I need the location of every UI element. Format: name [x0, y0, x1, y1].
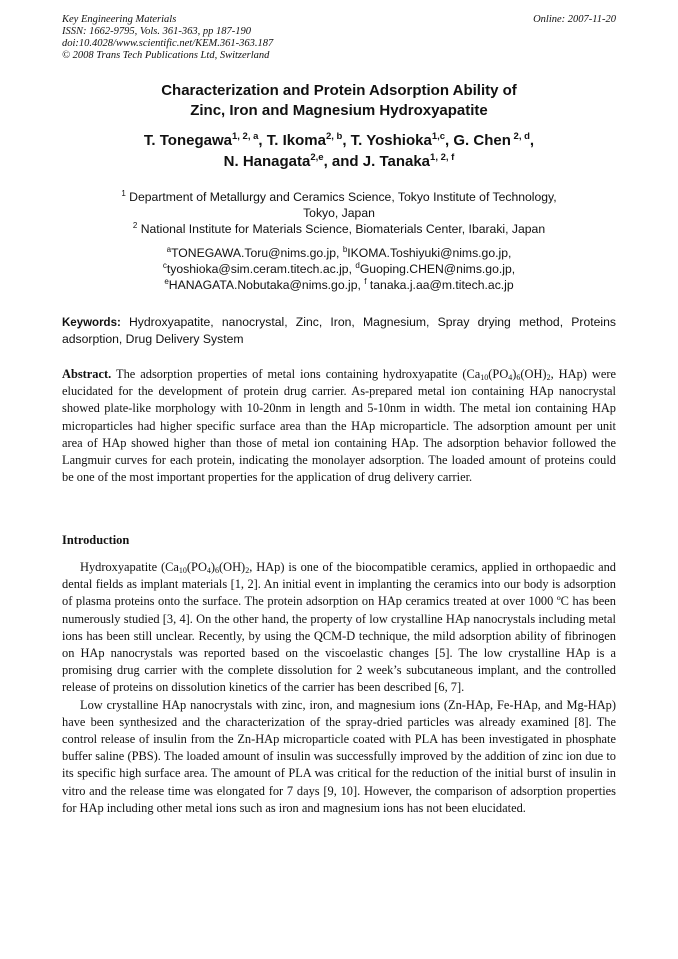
email-line-3 [62, 277, 616, 293]
paragraph-text: , HAp) is one of the biocompatible ceramics, applied in orthopaedic and dental fields as implant materials [1, 2]. An initial event in implanting the ceramics into our body is adsorption of plasma proteins onto the surface. The protein adsorption on HAp ceramics treated at over 1000 ºC has been numerously studied [3, 4]. On the other hand, the property of low crystalline HAp nanocrystals including metal ions has been still unclear. Recently, by using the QCM-D technique, the mild adsorption ability of fibrinogen on HAp nanocrystals was reported based on the viscoelastic changes [5]. The low crystalline HAp is a promising drug carrier with the complete dissolution for 2 week’s subcutaneous implant, and the controlled release of proteins on dissolution kinetics of the carrier has been described [6, 7]. [62, 560, 617, 695]
email-sup: b [342, 245, 348, 254]
author-line-2 [62, 151, 616, 172]
introduction-body [62, 559, 616, 817]
keywords-text: Hydroxyapatite, nanocrystal, Zinc, Iron, Magnesium, Spray drying method, Proteins adsorption, Drug Delivery System [62, 315, 616, 346]
author-separator: , and [323, 153, 363, 170]
affiliation-2 [62, 221, 616, 237]
email-sup: d [355, 261, 360, 270]
title-line-1: Characterization and Protein Adsorption Ability of [161, 82, 517, 99]
author-name: G. Chen [453, 132, 511, 149]
author-name: J. Tanaka [362, 153, 431, 170]
abstract-label: Abstract. [62, 367, 112, 381]
email-link[interactable]: tyoshioka@sim.ceram.titech.ac.jp, [166, 262, 356, 276]
formula-subscript: 4 [206, 566, 211, 575]
email-link[interactable]: tanaka.j.aa@m.titech.ac.jp [366, 278, 514, 292]
author-line-1 [62, 130, 616, 151]
paragraph-text: (OH) [219, 560, 246, 574]
keywords [62, 314, 616, 347]
email-line-1 [62, 245, 616, 261]
formula-subscript: 10 [178, 566, 187, 575]
email-link[interactable]: HANAGATA.Nobutaka@nims.go.jp, [168, 278, 365, 292]
email-sup: c [162, 261, 167, 270]
author-affil-sup: 1,c [431, 131, 446, 142]
email-sup: e [164, 277, 169, 286]
affiliation-1-cont: Tokyo, Japan [303, 206, 375, 220]
journal-name: Key Engineering Materials [62, 14, 177, 25]
email-sup: f [364, 277, 367, 286]
section-heading-introduction: Introduction [62, 533, 130, 547]
author-separator: , [445, 132, 454, 149]
formula-subscript: 10 [480, 373, 489, 382]
author-name: T. Ikoma [266, 132, 326, 149]
formula-subscript: 6 [516, 373, 521, 382]
email-link[interactable]: IKOMA.Toshiyuki@nims.go.jp, [347, 246, 512, 260]
author-separator: , [258, 132, 267, 149]
paragraph-text: (PO [186, 560, 207, 574]
author-name: N. Hanagata [223, 153, 311, 170]
journal-header [62, 14, 616, 62]
email-sup: a [166, 245, 172, 254]
abstract-text: The adsorption properties of metal ions containing hydroxyapatite (Ca [111, 367, 481, 381]
author-affil-sup: 1, 2, f [430, 152, 455, 163]
abstract-text: (PO [488, 367, 509, 381]
author-separator: , [342, 132, 351, 149]
affiliation-text: Department of Metallurgy and Ceramics Science, Tokyo Institute of Technology, [125, 190, 557, 204]
affiliation-number: 2 [132, 221, 138, 230]
abstract-text: , HAp) were elucidated for the development of protein drug carrier. As-prepared metal ion containing HAp nanocrystal showed plate-like morphology with 10-20nm in length and 5-10nm in width. The metal ion containing HAp microparticles had higher specific surface area than the HAp microparticle. The adsorption amount per unit area of HAp showed higher than those of metal ion containing HAp. The adsorption behavior followed the Langmuir curves for each protein, indicating the monolayer adsorption. The loaded amount of proteins could be one of the most important properties for the application of drug delivery carrier. [62, 367, 616, 485]
author-affil-sup: 2, d [510, 131, 530, 142]
formula-subscript: 2 [245, 566, 250, 575]
email-link[interactable]: TONEGAWA.Toru@nims.go.jp, [171, 246, 343, 260]
author-name: T. Tonegawa [143, 132, 232, 149]
abstract-text: (OH) [520, 367, 547, 381]
affiliation-1 [62, 189, 616, 205]
abstract-text: ) [512, 367, 517, 381]
journal-issn: ISSN: 1662-9795, Vols. 361-363, pp 187-190 [62, 26, 251, 37]
formula-subscript: 6 [215, 566, 220, 575]
keywords-label: Keywords: [62, 317, 121, 329]
paragraph [62, 559, 616, 697]
paragraph-text: ) [210, 560, 216, 574]
journal-doi[interactable]: doi:10.4028/www.scientific.net/KEM.361-363.187 [62, 38, 274, 49]
author-separator: , [529, 132, 535, 149]
email-line-2 [62, 261, 616, 277]
author-affil-sup: 2, b [325, 131, 343, 142]
formula-subscript: 4 [508, 373, 513, 382]
author-affil-sup: 1, 2, a [232, 131, 259, 142]
title-line-2: Zinc, Iron and Magnesium Hydroxyapatite [190, 102, 488, 119]
affiliation-number: 1 [121, 189, 126, 198]
abstract [62, 366, 616, 486]
formula-subscript: 2 [546, 373, 551, 382]
online-date: Online: 2007-11-20 [533, 14, 616, 25]
author-emails [62, 245, 616, 293]
author-list [62, 130, 616, 172]
author-affil-sup: 2,e [310, 152, 324, 163]
email-link[interactable]: Guoping.CHEN@nims.go.jp, [359, 262, 516, 276]
journal-copyright: © 2008 Trans Tech Publications Ltd, Switzerland [62, 50, 270, 61]
paragraph-text: Hydroxyapatite (Ca [80, 560, 179, 574]
affiliations [62, 189, 616, 237]
paper-title [62, 81, 616, 121]
author-name: T. Yoshioka [350, 132, 432, 149]
affiliation-text: National Institute for Materials Science, Biomaterials Center, Ibaraki, Japan [137, 222, 546, 236]
paragraph: Low crystalline HAp nanocrystals with zinc, iron, and magnesium ions (Zn-HAp, Fe-HAp, and Mg-HAp) have been synthesized and the characterization of the spray-dried particles was already examined [8]. The control release of insulin from the Zn-HAp microparticle coated with PLA has been investigated in phosphate buffer saline (PBS). The loaded amount of insulin was successfully improved by the addition of zinc ion due to its specific high surface area. The amount of PLA was critical for the reduction of the initial burst of insulin in vitro and the release time was elongated for 7 days [9, 10]. However, the comparison of adsorption properties for HAp including other metal ions such as iron and magnesium ions has not been elucidated. [62, 697, 616, 815]
